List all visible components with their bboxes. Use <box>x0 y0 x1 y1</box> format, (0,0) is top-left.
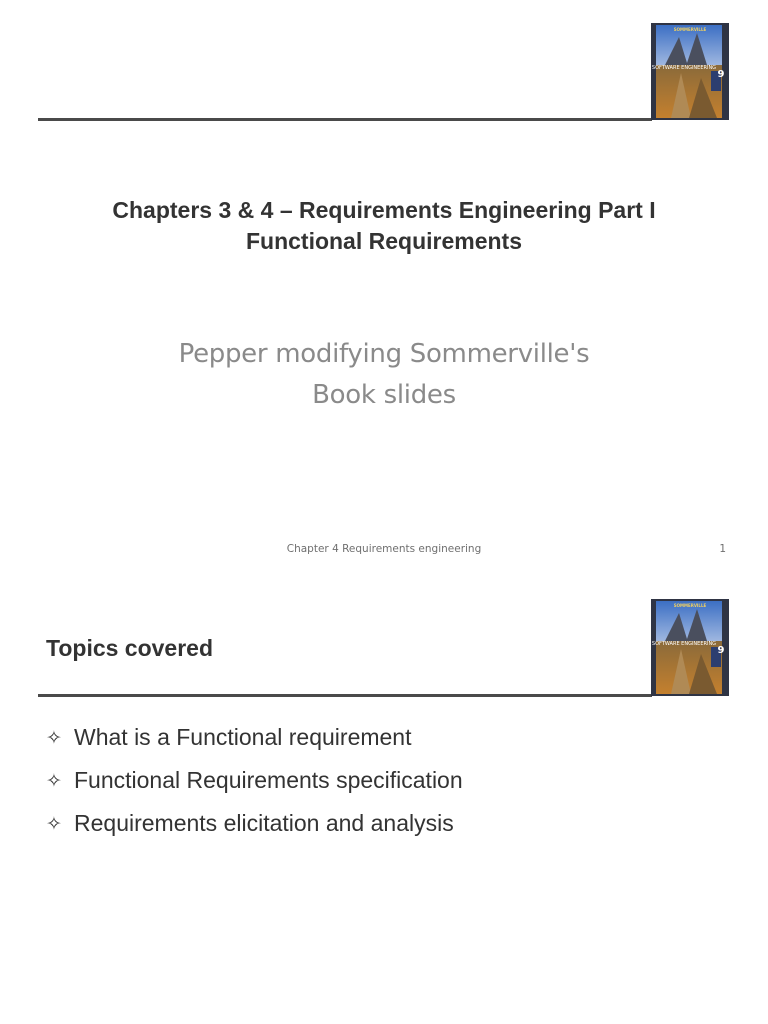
list-item <box>46 716 463 759</box>
slide-subtitle-line-1: Pepper modifying Sommerville's <box>178 339 590 369</box>
cover-title: SOFTWARE ENGINEERING <box>651 65 717 71</box>
header-rule <box>38 118 652 121</box>
slide-title-line-2: Functional Requirements <box>245 228 523 254</box>
list-item-text: Requirements elicitation and analysis <box>74 810 454 836</box>
slide-title <box>40 195 728 257</box>
slide-subtitle-line-2: Book slides <box>312 380 456 410</box>
list-item <box>46 759 463 802</box>
cover-title: SOFTWARE ENGINEERING <box>651 641 717 647</box>
four-point-star-outline-icon: ✧ <box>46 726 62 749</box>
book-cover-image <box>651 599 729 696</box>
topics-slide <box>0 576 768 1024</box>
four-point-star-outline-icon: ✧ <box>46 769 62 792</box>
topics-list <box>46 716 463 845</box>
cover-author: SOMMERVILLE <box>673 603 707 608</box>
slide-heading: Topics covered <box>46 635 214 661</box>
slide-title-line-1: Chapters 3 & 4 – Requirements Engineering Part I <box>112 197 656 223</box>
page-number: 1 <box>719 543 726 555</box>
list-item-text: Functional Requirements specification <box>74 767 463 793</box>
cover-edition: 9 <box>717 645 725 656</box>
header-rule <box>38 694 652 697</box>
book-cover-image <box>651 23 729 120</box>
list-item-text: What is a Functional requirement <box>74 724 412 750</box>
list-item <box>46 802 463 845</box>
cover-edition: 9 <box>717 69 725 80</box>
cover-author: SOMMERVILLE <box>673 27 707 32</box>
slide-subtitle <box>40 334 728 416</box>
four-point-star-outline-icon: ✧ <box>46 812 62 835</box>
slide-footer: Chapter 4 Requirements engineering <box>286 543 482 555</box>
